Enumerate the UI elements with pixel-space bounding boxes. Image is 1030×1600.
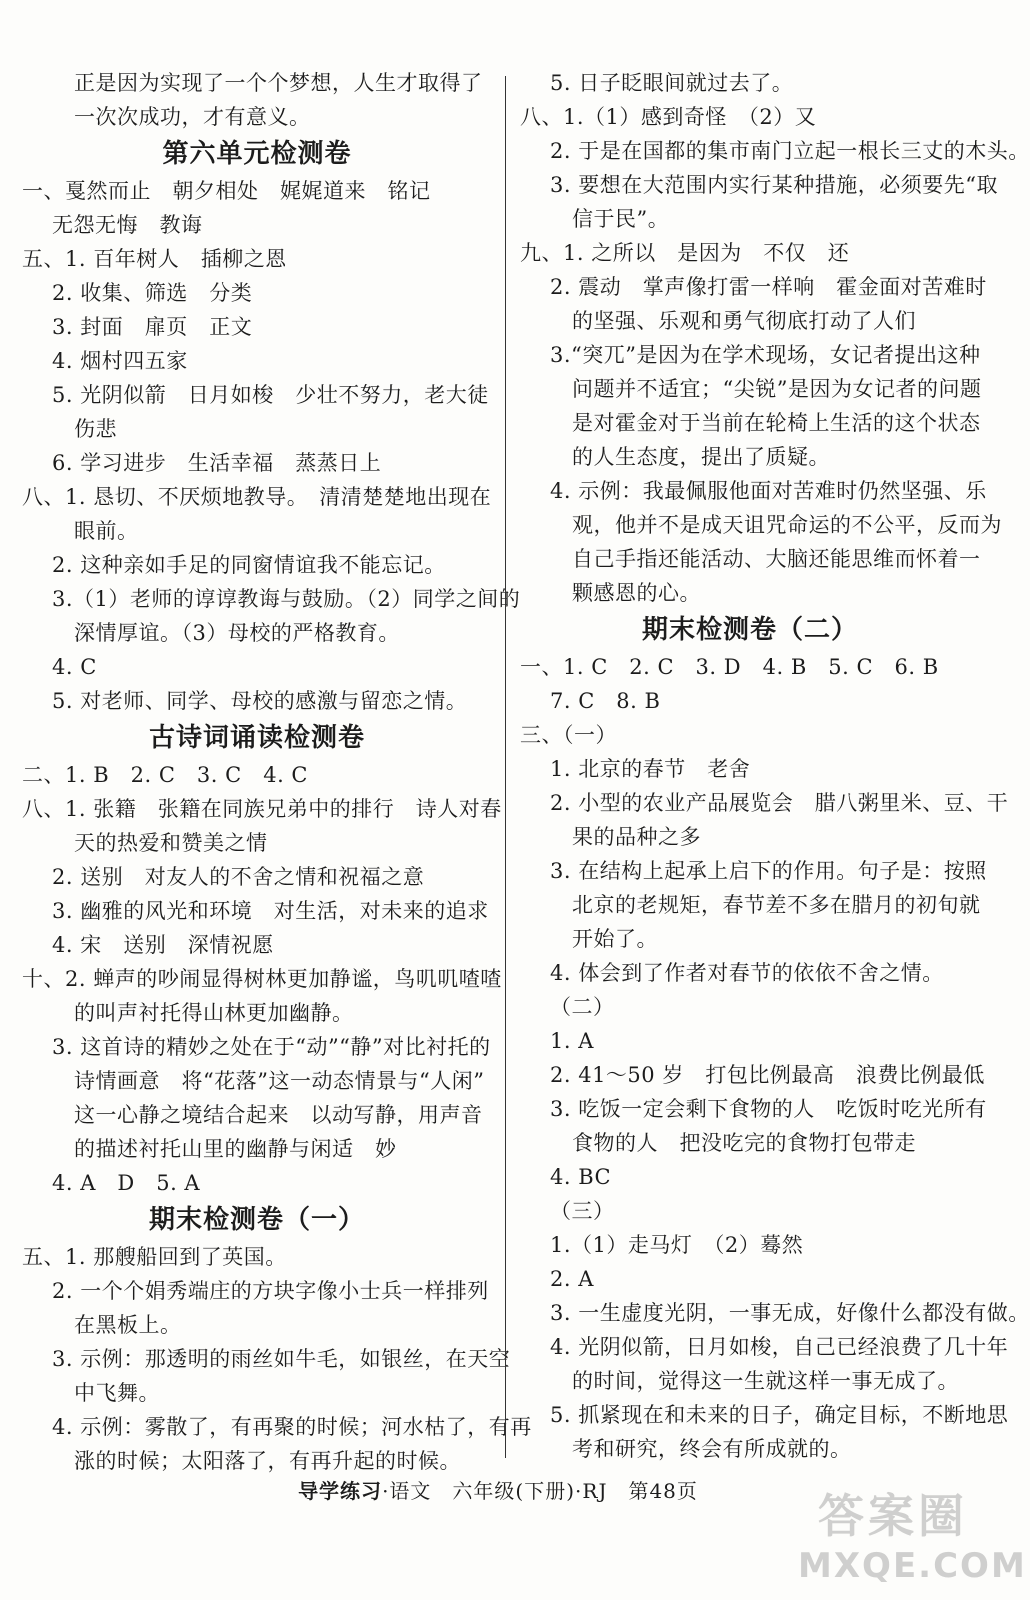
answer-line: 深情厚谊。（3）母校的严格教育。 [74, 621, 400, 645]
answer-line: 4. 体会到了作者对春节的依依不舍之情。 [550, 961, 944, 985]
answer-line: 2. 于是在国都的集市南门立起一根长三丈的木头。 [550, 139, 1030, 163]
answer-line: 1. 北京的春节 老舍 [550, 757, 751, 781]
answer-line: 2. 这种亲如手足的同窗情谊我不能忘记。 [52, 553, 446, 577]
section-title: 古诗词诵读检测卷 [148, 723, 365, 753]
answer-line: 开始了。 [572, 927, 658, 951]
answer-line: 诗情画意 将“花落”这一动态情景与“人闲” [74, 1069, 485, 1093]
answer-line: 3.“突兀”是因为在学术现场，女记者提出这种 [550, 343, 981, 367]
answer-line: 的描述衬托山里的幽静与闲适 妙 [74, 1137, 397, 1161]
answer-line: 3. 封面 扉页 正文 [52, 315, 253, 339]
answer-line: 在黑板上。 [74, 1313, 182, 1337]
answer-line: 4. BC [550, 1165, 612, 1189]
answer-line: 无怨无悔 教诲 [52, 213, 203, 237]
answer-line: 的人生态度，提出了质疑。 [572, 445, 830, 469]
answer-line: 5. 光阴似箭 日月如梭 少壮不努力，老大徒 [52, 383, 489, 407]
answer-line: 八、1.（1）感到奇怪 （2）又 [520, 105, 817, 129]
answer-line: 4. 烟村四五家 [52, 349, 188, 373]
answer-line: 一、戛然而止 朝夕相处 娓娓道来 铭记 [22, 179, 431, 203]
answer-line: 3. 在结构上起承上启下的作用。句子是：按照 [550, 859, 987, 883]
answer-line: 4. 示例：我最佩服他面对苦难时仍然坚强、乐 [550, 479, 987, 503]
answer-line: 3. 要想在大范围内实行某种措施，必须要先“取 [550, 173, 998, 197]
answer-line: 一次次成功，才有意义。 [74, 105, 311, 129]
answer-line: 观，他并不是成天诅咒命运的不公平，反而为 [572, 513, 1002, 537]
answer-line: 3. 示例：那透明的雨丝如牛毛，如银丝，在天空 [52, 1347, 511, 1371]
answer-line: 这一心静之境结合起来 以动写静，用声音 [74, 1103, 483, 1127]
answer-line: 5. 抓紧现在和未来的日子，确定目标，不断地思 [550, 1403, 1009, 1427]
answer-line: 3. 一生虚度光阴，一事无成，好像什么都没有做。 [550, 1301, 1030, 1325]
answer-line: 2. 震动 掌声像打雷一样响 霍金面对苦难时 [550, 275, 987, 299]
answer-line: 中飞舞。 [74, 1381, 160, 1405]
answer-line: 十、2. 蝉声的吵闹显得树林更加静谧，鸟叽叽喳喳 [22, 967, 502, 991]
watermark-text: 答案圈 [818, 1489, 968, 1543]
answer-line: 北京的老规矩，春节差不多在腊月的初旬就 [572, 893, 981, 917]
answer-line: （二） [550, 995, 615, 1019]
column-divider [505, 76, 506, 1458]
answer-line: 天的热爱和赞美之情 [74, 831, 268, 855]
answer-line: （三） [550, 1199, 615, 1223]
answer-line: 7. C 8. B [550, 689, 661, 713]
answer-line: 4. 光阴似箭，日月如梭，自己已经浪费了几十年 [550, 1335, 1009, 1359]
answer-line: 2. 送别 对友人的不舍之情和祝福之意 [52, 865, 425, 889]
answer-line: 2. 一个个娟秀端庄的方块字像小士兵一样排列 [52, 1279, 489, 1303]
answer-line: 的时间，觉得这一生就这样一事无成了。 [572, 1369, 959, 1393]
answer-line: 问题并不适宜；“尖锐”是因为女记者的问题 [572, 377, 982, 401]
answer-line: 是对霍金对于当前在轮椅上生活的这个状态 [572, 411, 981, 435]
answer-line: 1. A [550, 1029, 594, 1053]
answer-line: 2. 收集、筛选 分类 [52, 281, 253, 305]
answer-line: 4. 宋 送别 深情祝愿 [52, 933, 274, 957]
answer-line: 五、1. 那艘船回到了英国。 [22, 1245, 287, 1269]
left-column [22, 66, 532, 1478]
answer-line: 3.（1）老师的谆谆教诲与鼓励。（2）同学之间的 [52, 587, 521, 611]
answer-line: 4. A D 5. A [52, 1171, 201, 1195]
section-title: 第六单元检测卷 [162, 139, 352, 169]
answer-line: 五、1. 百年树人 插柳之恩 [22, 247, 287, 271]
answer-line: 的坚强、乐观和勇气彻底打动了人们 [572, 309, 916, 333]
answer-line: 颗感恩的心。 [572, 581, 701, 605]
footer-brand: 导学练习 [298, 1479, 383, 1503]
right-column [520, 66, 1030, 1466]
answer-line: 一、1. C 2. C 3. D 4. B 5. C 6. B [520, 655, 939, 679]
answer-line: 5. 日子眨眼间就过去了。 [550, 71, 794, 95]
answer-line: 4. C [52, 655, 97, 679]
answer-line: 3. 吃饭一定会剩下食物的人 吃饭时吃光所有 [550, 1097, 987, 1121]
answer-line: 涨的时候；太阳落了，有再升起的时候。 [74, 1449, 461, 1473]
footer-subject: ·语文 六年级(下册)·RJ 第48页 [382, 1479, 698, 1503]
answer-line: 自己手指还能活动、大脑还能思维而怀着一 [572, 547, 981, 571]
answer-line: 三、（一） [520, 723, 617, 747]
answer-line: 3. 这首诗的精妙之处在于“动”“静”对比衬托的 [52, 1035, 491, 1059]
answer-line: 果的品种之多 [572, 825, 701, 849]
watermark-url: MXQE.COM [798, 1546, 1027, 1586]
answer-line: 2. 41～50 岁 打包比例最高 浪费比例最低 [550, 1063, 985, 1087]
answer-line: 信于民”。 [572, 207, 670, 231]
answer-line: 6. 学习进步 生活幸福 蒸蒸日上 [52, 451, 382, 475]
answer-line: 考和研究，终会有所成就的。 [572, 1437, 852, 1461]
answer-line: 伤悲 [74, 417, 117, 441]
answer-line: 2. 小型的农业产品展览会 腊八粥里米、豆、干 [550, 791, 1009, 815]
answer-line: 1.（1）走马灯 （2）蓦然 [550, 1233, 804, 1257]
section-title: 期末检测卷（二） [641, 615, 858, 645]
answer-line: 2. A [550, 1267, 594, 1291]
answer-line: 眼前。 [74, 519, 139, 543]
answer-line: 八、1. 张籍 张籍在同族兄弟中的排行 诗人对春 [22, 797, 502, 821]
answer-line: 正是因为实现了一个个梦想，人生才取得了 [74, 71, 483, 95]
answer-line: 3. 幽雅的风光和环境 对生活，对未来的追求 [52, 899, 489, 923]
watermark-logo [798, 1486, 1027, 1596]
answer-line: 二、1. B 2. C 3. C 4. C [22, 763, 308, 787]
section-title: 期末检测卷（一） [148, 1205, 365, 1235]
answer-line: 九、1. 之所以 是因为 不仅 还 [520, 241, 850, 265]
answer-line: 4. 示例：雾散了，有再聚的时候；河水枯了，有再 [52, 1415, 532, 1439]
answer-line: 5. 对老师、同学、母校的感激与留恋之情。 [52, 689, 468, 713]
answer-line: 八、1. 恳切、不厌烦地教导。 清清楚楚地出现在 [22, 485, 492, 509]
answer-line: 食物的人 把没吃完的食物打包带走 [572, 1131, 916, 1155]
answer-line: 的叫声衬托得山林更加幽静。 [74, 1001, 354, 1025]
